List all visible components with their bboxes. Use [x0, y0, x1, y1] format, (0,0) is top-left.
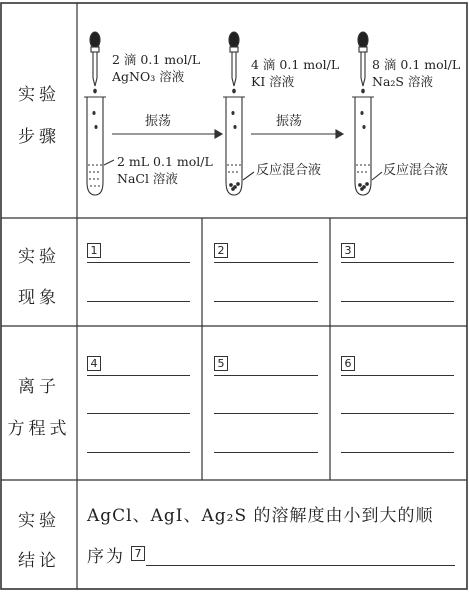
answer-line[interactable]	[341, 262, 454, 263]
conclusion-text-line2: 序为	[87, 547, 125, 567]
answer-line[interactable]	[214, 375, 318, 376]
blank-number-2: 2	[214, 243, 228, 258]
arrow2-label: 振荡	[276, 114, 303, 129]
dropper2-text-line2: KI 溶液	[251, 74, 295, 89]
answer-line[interactable]	[87, 452, 190, 453]
test-tube-icon	[223, 97, 254, 195]
answer-line[interactable]	[341, 452, 454, 453]
blank-number-7: 7	[131, 546, 145, 561]
answer-line[interactable]	[341, 301, 454, 302]
tube2-label: 反应混合液	[256, 163, 322, 178]
conclusion-label-line2: 结论	[18, 551, 60, 571]
answer-line[interactable]	[214, 452, 318, 453]
blank-number-6: 6	[341, 356, 355, 371]
dropper1-text-line1: 2 滴 0.1 mol/L	[112, 52, 201, 67]
answer-line[interactable]	[87, 301, 190, 302]
dropper1-text-line2: AgNO₃ 溶液	[112, 69, 185, 84]
test-tube-icon	[84, 97, 114, 195]
phenomena-label-line2: 现象	[18, 288, 60, 308]
arrow-right-icon	[251, 130, 343, 138]
tube3-label: 反应混合液	[383, 163, 449, 178]
answer-line[interactable]	[87, 262, 190, 263]
ionic-label-line2: 方程式	[7, 419, 71, 439]
arrow1-label: 振荡	[145, 114, 172, 129]
blank-number-3: 3	[341, 243, 355, 258]
answer-line[interactable]	[214, 301, 318, 302]
dropper-icon	[229, 32, 239, 93]
test-tube-icon	[352, 97, 382, 195]
dropper-icon	[358, 32, 368, 93]
steps-label-line1: 实验	[18, 85, 60, 105]
conclusion-label-line1: 实验	[18, 511, 60, 531]
dropper3-text-line2: Na₂S 溶液	[372, 74, 433, 89]
tube1-text-line1: 2 mL 0.1 mol/L	[117, 154, 213, 169]
steps-label-line2: 步骤	[18, 127, 60, 147]
answer-line[interactable]	[87, 413, 190, 414]
tube1-text-line2: NaCl 溶液	[117, 171, 178, 186]
answer-line[interactable]	[214, 413, 318, 414]
dropper-icon	[90, 32, 100, 93]
ionic-label-line1: 离子	[18, 377, 60, 397]
blank-number-1: 1	[87, 243, 101, 258]
answer-line[interactable]	[214, 262, 318, 263]
answer-line[interactable]	[341, 375, 454, 376]
experiment-diagram	[0, 0, 469, 218]
arrow-right-icon	[112, 130, 222, 138]
dropper2-text-line1: 4 滴 0.1 mol/L	[251, 57, 340, 72]
blank-number-4: 4	[87, 356, 101, 371]
blank-number-5: 5	[214, 356, 228, 371]
answer-line[interactable]	[87, 375, 190, 376]
phenomena-label-line1: 实验	[18, 247, 60, 267]
conclusion-text-line1: AgCl、AgI、Ag₂S 的溶解度由小到大的顺	[87, 506, 434, 526]
answer-line[interactable]	[146, 565, 455, 566]
answer-line[interactable]	[341, 413, 454, 414]
dropper3-text-line1: 8 滴 0.1 mol/L	[372, 57, 461, 72]
